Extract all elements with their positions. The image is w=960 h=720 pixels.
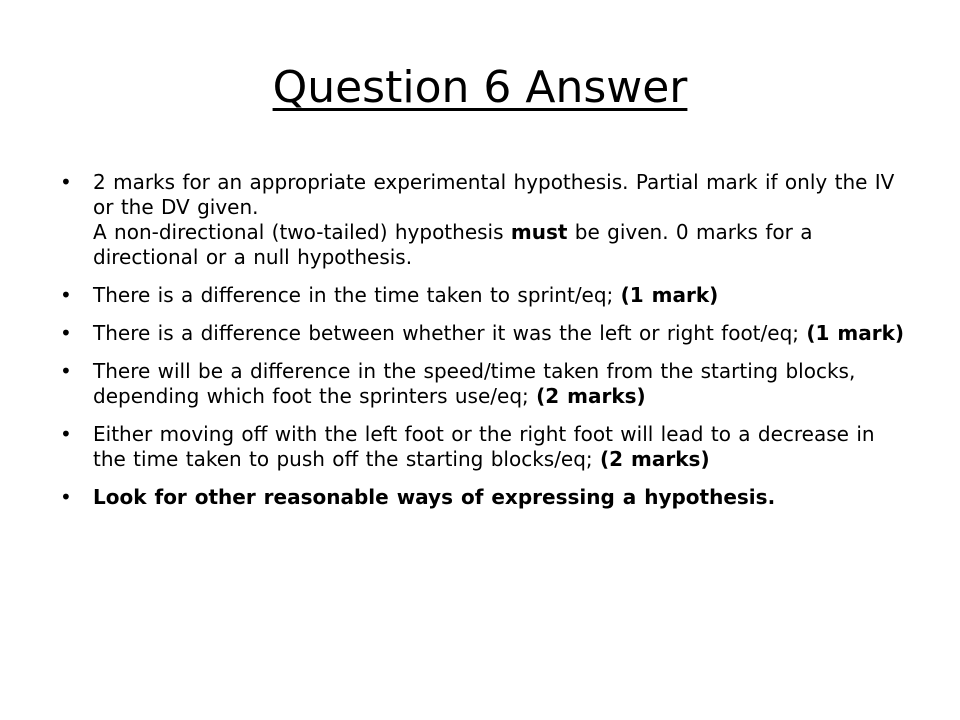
- bullet-marks: (1 mark): [620, 283, 719, 307]
- bullet-list: [60, 170, 910, 523]
- bullet-item-example-2: [60, 321, 910, 346]
- bullet-icon: •: [60, 422, 72, 446]
- bullet-icon: •: [60, 170, 72, 194]
- bullet-marks: (2 marks): [600, 447, 710, 471]
- bullet-text: A non-directional (two-tailed) hypothesis: [93, 220, 511, 244]
- bullet-item-marking-criteria: [60, 170, 910, 270]
- bullet-icon: •: [60, 359, 72, 383]
- bullet-text: There is a difference between whether it was the left or right foot/eq;: [93, 321, 807, 345]
- bullet-text: 2 marks for an appropriate experimental hypothesis. Partial mark if only the IV or the DV given.: [93, 170, 895, 219]
- bullet-text: be given. 0 marks for a directional or a null hypothesis.: [93, 220, 813, 269]
- bullet-icon: •: [60, 321, 72, 345]
- bullet-item-example-4: [60, 422, 910, 472]
- bullet-marks: (2 marks): [536, 384, 646, 408]
- bullet-emphasis: must: [510, 220, 568, 244]
- bullet-item-example-3: [60, 359, 910, 409]
- bullet-item-example-1: [60, 283, 910, 308]
- bullet-text: There is a difference in the time taken to sprint/eq;: [93, 283, 621, 307]
- bullet-text: There will be a difference in the speed/time taken from the starting blocks, depending which foot the sprinters use/eq;: [93, 359, 856, 408]
- bullet-marks: (1 mark): [806, 321, 905, 345]
- bullet-note-text: Look for other reasonable ways of expressing a hypothesis.: [93, 485, 776, 509]
- bullet-icon: •: [60, 485, 72, 509]
- bullet-text: Either moving off with the left foot or the right foot will lead to a decrease in the time taken to push off the starting blocks/eq;: [93, 422, 875, 471]
- bullet-item-note: [60, 485, 910, 510]
- slide-title: Question 6 Answer: [272, 62, 688, 113]
- bullet-icon: •: [60, 283, 72, 307]
